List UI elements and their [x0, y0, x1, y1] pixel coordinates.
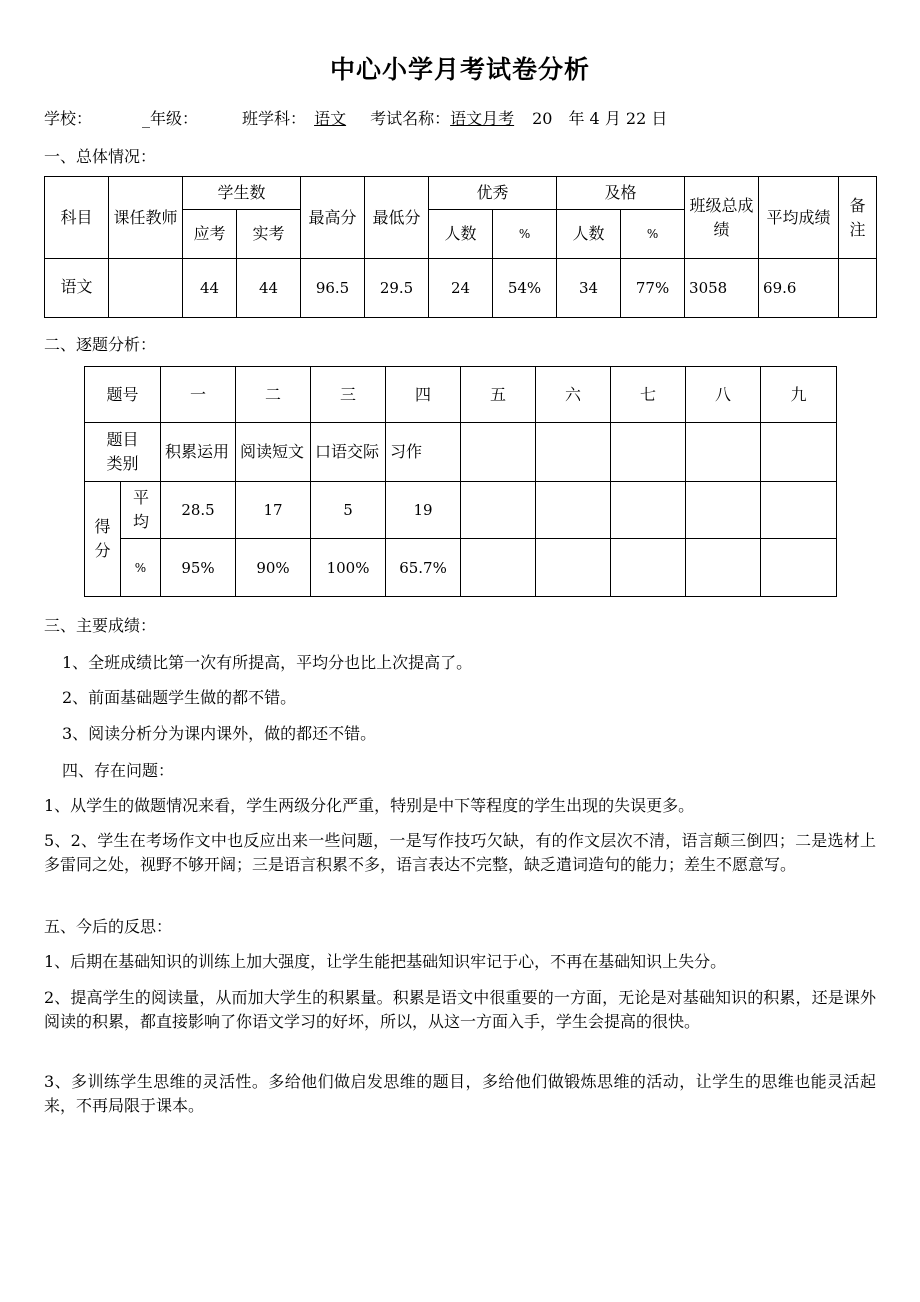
qnum-cell: 六	[536, 367, 611, 423]
cell-actual: 44	[237, 259, 301, 318]
reflection-item-1: 1、后期在基础知识的训练上加大强度，让学生能把基础知识牢记于心，不再在基础知识上失分。	[44, 952, 727, 971]
percent-cell: 95%	[161, 539, 236, 597]
percent-cell	[611, 539, 686, 597]
problem-item-2: 5、2、学生在考场作文中也反应出来一些问题，一是写作技巧欠缺，有的作文层次不清，语言颠三倒四；二是选材上多雷同之处，视野不够开阔；三是语言积累不多，语言表达不完整，缺乏遣词造句的能力；差生不愿意写。	[44, 831, 876, 874]
cell-should: 44	[183, 259, 237, 318]
school-label: 学校：	[44, 109, 93, 128]
subject-label: 学科：	[258, 109, 307, 128]
section5-heading: 五、今后的反思：	[44, 917, 173, 936]
percent-cell	[461, 539, 536, 597]
cell-total: 3058	[685, 259, 759, 318]
cell-excellent-count: 24	[429, 259, 493, 318]
cell-min: 29.5	[365, 259, 429, 318]
achievement-item-2: 2、前面基础题学生做的都不错。	[62, 688, 297, 707]
category-cell	[461, 423, 536, 482]
cell-teacher	[109, 259, 183, 318]
header-max: 最高分	[301, 177, 365, 259]
score-label: 得分	[85, 482, 121, 597]
category-cell	[536, 423, 611, 482]
category-cell	[761, 423, 837, 482]
header-pass-pct: %	[621, 210, 685, 259]
cell-pass-pct: 77%	[621, 259, 685, 318]
date-value: 年 4 月 22 日	[568, 109, 668, 128]
year-value: 20	[532, 109, 553, 128]
percent-cell	[536, 539, 611, 597]
percent-cell: 65.7%	[386, 539, 461, 597]
section4-heading: 四、存在问题：	[62, 761, 175, 780]
table-row	[85, 539, 837, 597]
category-label: 题目类别	[85, 423, 161, 482]
header-average: 平均成绩	[759, 177, 839, 259]
qnum-cell: 九	[761, 367, 837, 423]
percent-cell	[686, 539, 761, 597]
reflection-item-2: 2、提高学生的阅读量，从而加大学生的积累量。积累是语文中很重要的一方面，无论是对基础知识的积累，还是课外阅读的积累，都直接影响了你语文学习的好坏，所以，从这一方面入手，学生会提高的很快。	[44, 988, 876, 1031]
achievement-item-3: 3、阅读分析分为课内课外，做的都还不错。	[62, 724, 377, 743]
average-cell	[461, 482, 536, 539]
section2-heading: 二、逐题分析：	[44, 335, 157, 354]
grade-label: _年级：	[142, 109, 199, 128]
average-cell	[686, 482, 761, 539]
qnum-cell: 三	[311, 367, 386, 423]
qnum-cell: 一	[161, 367, 236, 423]
average-label: 平均	[121, 482, 161, 539]
qnum-cell: 八	[686, 367, 761, 423]
table-row	[45, 259, 877, 318]
table-row	[85, 482, 837, 539]
percent-cell: 90%	[236, 539, 311, 597]
class-label: 班	[242, 109, 259, 128]
header-remark: 备注	[839, 177, 877, 259]
exam-name-label: 考试名称：	[370, 109, 451, 128]
header-excellent-count: 人数	[429, 210, 493, 259]
header-students: 学生数	[183, 177, 301, 210]
cell-excellent-pct: 54%	[493, 259, 557, 318]
header-actual: 实考	[237, 210, 301, 259]
average-cell	[761, 482, 837, 539]
cell-remark	[839, 259, 877, 318]
category-cell: 积累运用	[161, 423, 236, 482]
cell-max: 96.5	[301, 259, 365, 318]
header-total: 班级总成绩	[685, 177, 759, 259]
qnum-label: 题号	[85, 367, 161, 423]
cell-subject: 语文	[45, 259, 109, 318]
reflection-item-3: 3、多训练学生思维的灵活性。多给他们做启发思维的题目，多给他们做锻炼思维的活动，让学生的思维也能灵活起来，不再局限于课本。	[44, 1072, 876, 1115]
category-cell	[686, 423, 761, 482]
table-row	[85, 423, 837, 482]
question-analysis-table	[84, 366, 837, 597]
exam-name-value: 语文月考	[450, 109, 515, 128]
category-cell: 习作	[386, 423, 461, 482]
percent-label: %	[121, 539, 161, 597]
average-cell: 19	[386, 482, 461, 539]
category-cell: 阅读短文	[236, 423, 311, 482]
header-pass-count: 人数	[557, 210, 621, 259]
qnum-cell: 二	[236, 367, 311, 423]
header-subject: 科目	[45, 177, 109, 259]
subject-value: 语文	[314, 109, 347, 128]
header-excellent-pct: %	[493, 210, 557, 259]
category-cell	[611, 423, 686, 482]
percent-cell	[761, 539, 837, 597]
average-cell: 17	[236, 482, 311, 539]
header-pass: 及格	[557, 177, 685, 210]
qnum-cell: 五	[461, 367, 536, 423]
overview-table	[44, 176, 877, 318]
problem-item-1: 1、从学生的做题情况来看，学生两级分化严重，特别是中下等程度的学生出现的失误更多。	[44, 796, 695, 815]
achievement-item-1: 1、全班成绩比第一次有所提高，平均分也比上次提高了。	[62, 653, 473, 672]
average-cell	[536, 482, 611, 539]
exam-info-line	[44, 106, 667, 129]
average-cell: 28.5	[161, 482, 236, 539]
average-cell: 5	[311, 482, 386, 539]
header-should: 应考	[183, 210, 237, 259]
category-cell: 口语交际	[311, 423, 386, 482]
header-teacher: 课任教师	[109, 177, 183, 259]
section1-heading: 一、总体情况：	[44, 147, 157, 166]
qnum-cell: 七	[611, 367, 686, 423]
average-cell	[611, 482, 686, 539]
document-title: 中心小学月考试卷分析	[329, 55, 590, 84]
section3-heading: 三、主要成绩：	[44, 616, 157, 635]
qnum-cell: 四	[386, 367, 461, 423]
cell-average: 69.6	[759, 259, 839, 318]
cell-pass-count: 34	[557, 259, 621, 318]
table-row	[85, 367, 837, 423]
header-min: 最低分	[365, 177, 429, 259]
header-excellent: 优秀	[429, 177, 557, 210]
percent-cell: 100%	[311, 539, 386, 597]
